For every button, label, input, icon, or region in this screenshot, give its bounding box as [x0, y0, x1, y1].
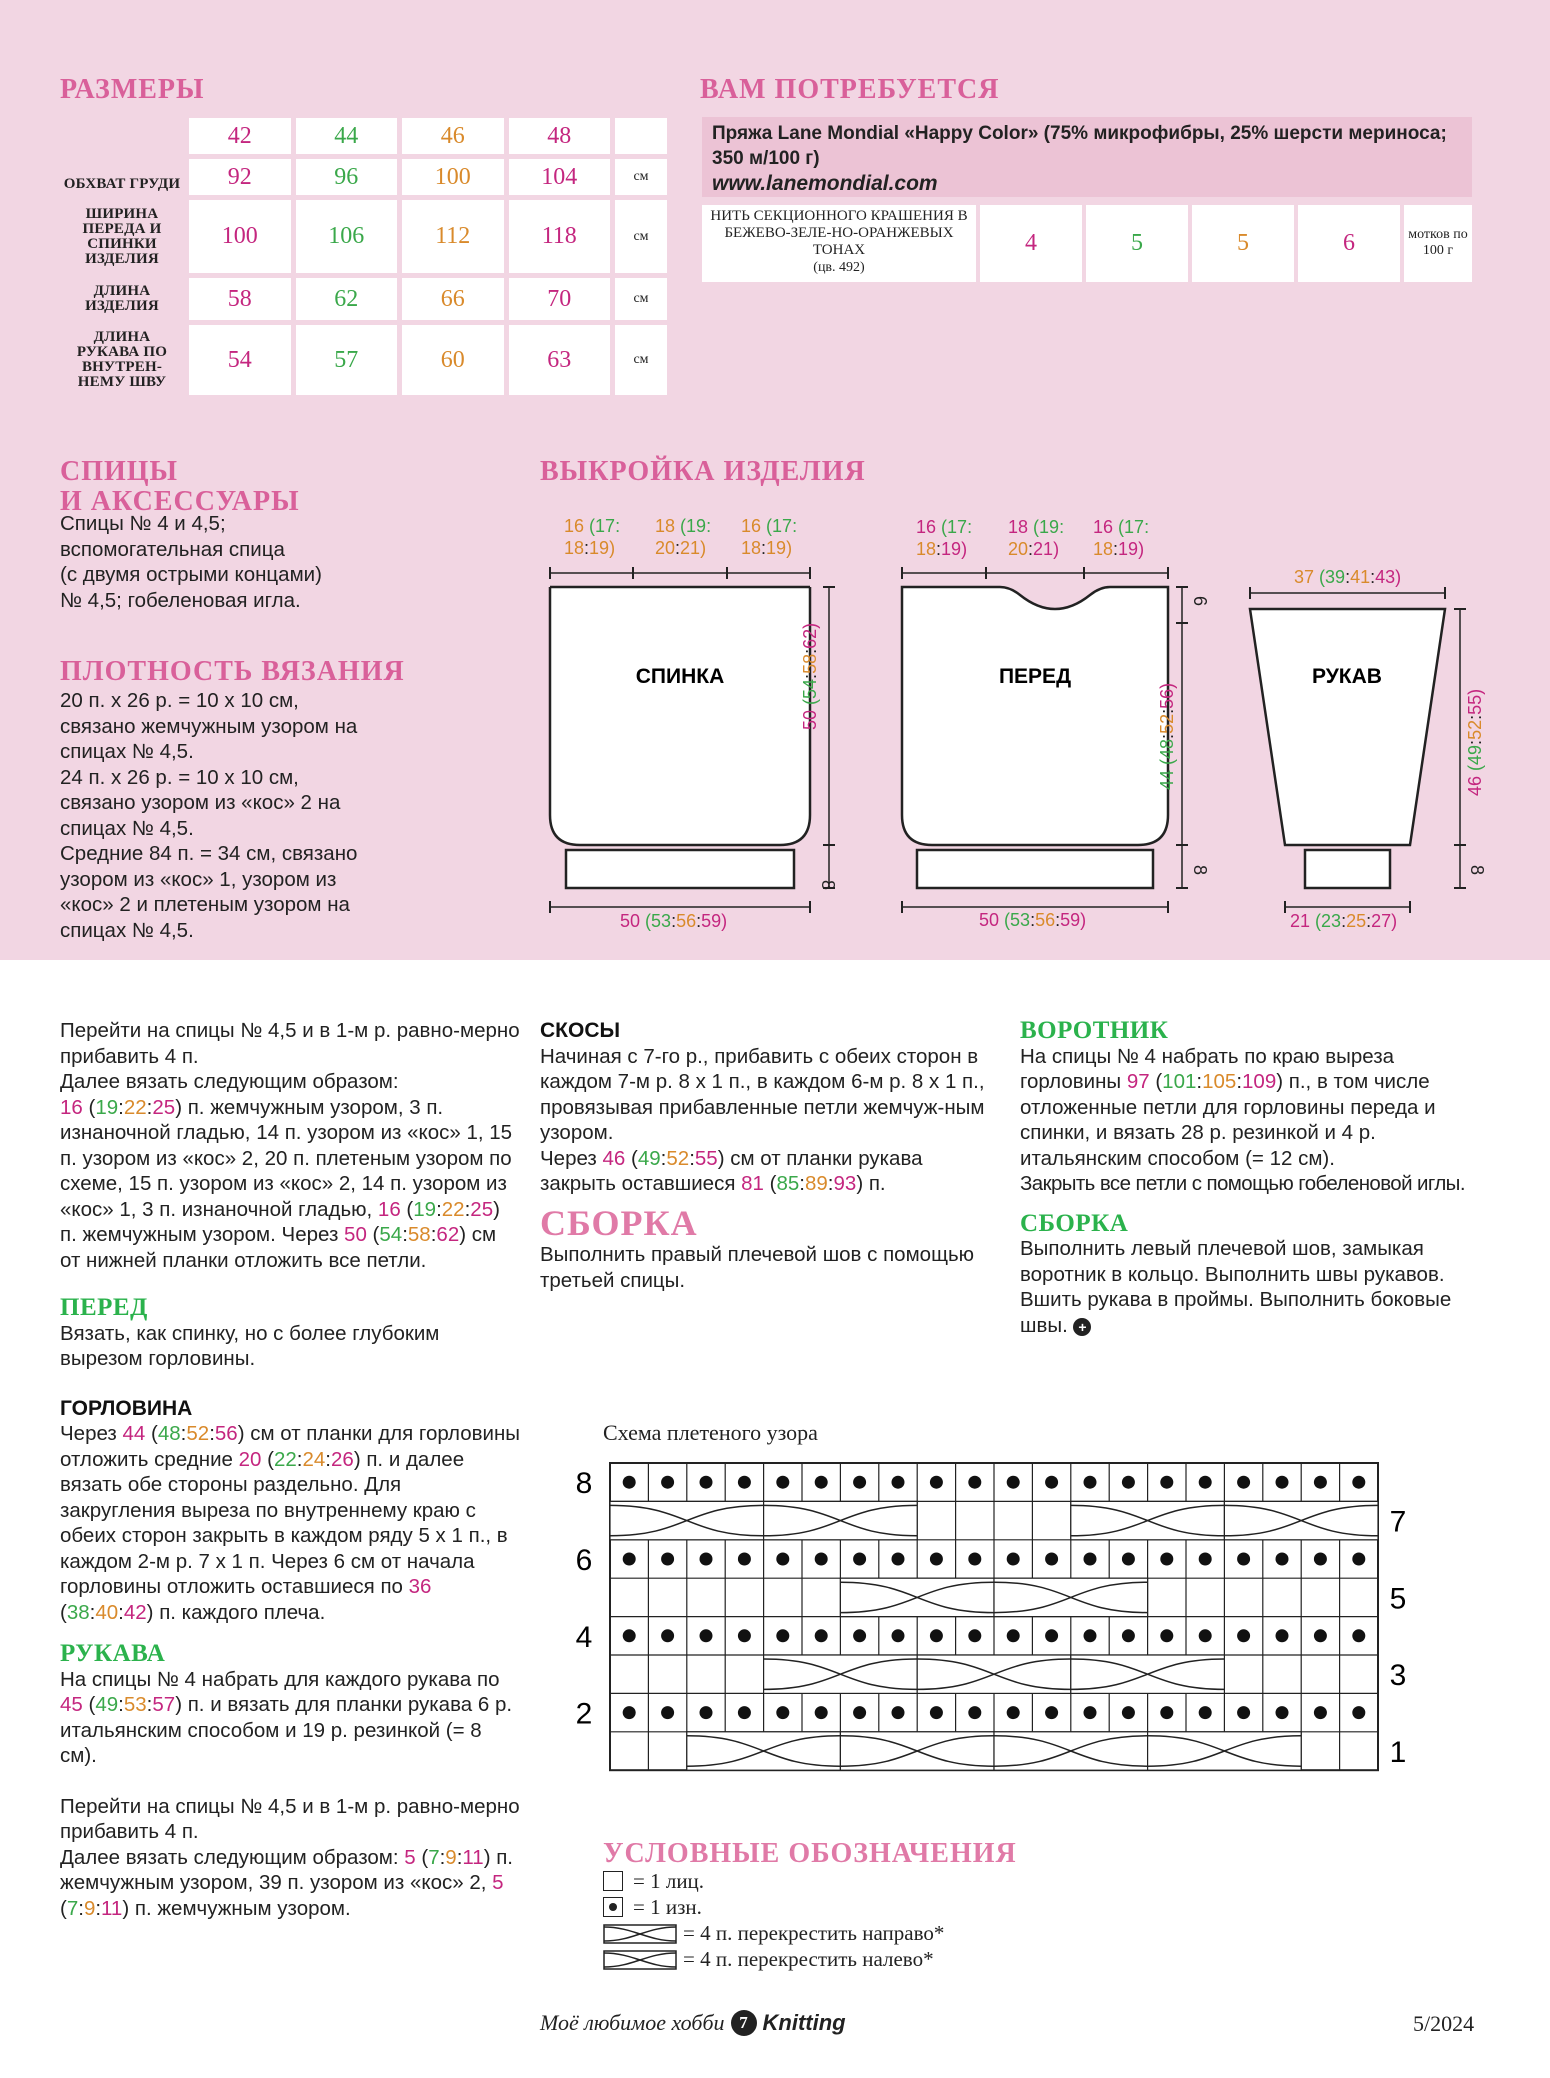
purl-stitch-dot — [1352, 1553, 1365, 1566]
size-cell: 70 — [509, 278, 611, 320]
front-label: ПЕРЕД — [998, 665, 1072, 688]
purl-stitch-dot — [623, 1706, 636, 1719]
paragraph: Закрыть все петли с помощью гобеленовой иглы. — [1020, 1172, 1465, 1195]
issue-number: 5/2024 — [1413, 2011, 1475, 2036]
paragraph: Через 44 (48:52:56) см от планки для горловины отложить средние 20 (22:24:26) п. и далее вязать обе стороны раздельно. Для закругления выреза по внутреннему краю с обеих сторон закрыть в каждом ряду 5 х 1 п., в каждом 2-м р. 7 х 1 п. Через 6 см от начала горловины отложить оставшиеся по 36 (38:40:42) п. каждого плеча. — [60, 1422, 521, 1624]
column-3 — [1020, 1018, 1495, 1338]
row-number: 4 — [575, 1620, 593, 1654]
dim-back-height: 50 (54:58:62) — [800, 622, 820, 730]
purl-stitch-dot — [1007, 1553, 1020, 1566]
purl-stitch-dot — [1122, 1706, 1135, 1719]
purl-stitch-dot — [661, 1629, 674, 1642]
dim-top-b: 18 (19: 20:21) — [655, 516, 712, 558]
size-cell: 106 — [296, 200, 398, 273]
sleeve-shape — [1250, 609, 1445, 845]
magazine-section: Knitting — [762, 2010, 846, 2035]
purl-stitch-dot — [623, 1553, 636, 1566]
text-line: спицах № 4,5. — [60, 918, 194, 942]
purl-stitch-dot — [1122, 1629, 1135, 1642]
dim-sleeve-width: 21 (23:25:27) — [1290, 911, 1398, 931]
sizes-row-label: ДЛИНА РУКАВА ПО ВНУТРЕН-НЕМУ ШВУ — [60, 325, 184, 395]
size-header: 48 — [509, 118, 611, 154]
yarn-url[interactable]: www.lanemondial.com — [712, 172, 938, 195]
purl-stitch-dot — [1276, 1706, 1289, 1719]
yarn-color-label: НИТЬ СЕКЦИОННОГО КРАШЕНИЯ В БЕЖЕВО-ЗЕЛЕ-НО-ОРАНЖЕВЫХ ТОНАХ — [710, 208, 968, 258]
size-unit: см — [615, 278, 667, 320]
purl-stitch-dot — [776, 1706, 789, 1719]
purl-stitch-dot — [1122, 1553, 1135, 1566]
purl-stitch-dot — [1122, 1476, 1135, 1489]
purl-stitch-dot — [853, 1706, 866, 1719]
paragraph: Далее вязать следующим образом: 5 (7:9:11) п. жемчужным узором, 39 п. узором из «кос» 2, 5 (7:9:11) п. жемчужным узором. — [60, 1845, 514, 1920]
dim-top-a3: 16 (17: 18:19) — [916, 517, 973, 559]
yarn-description: Пряжа Lane Mondial «Happy Color» (75% микрофибры, 25% шерсти мериноса; 350 м/100 г) — [712, 123, 1447, 169]
purl-stitch-dot — [892, 1553, 905, 1566]
purl-stitch-dot — [1084, 1476, 1097, 1489]
qty-cell: 5 — [1086, 205, 1188, 282]
paragraph: На спицы № 4 набрать по краю выреза горловины 97 (101:105:109) п., в том числе отложенные петли для горловины переда и спинки, и вязать 28 р. резинкой и 4 р. итальянским способом (= 12 см). — [1020, 1044, 1436, 1170]
collar-title: ВОРОТНИК — [1020, 1017, 1169, 1044]
text-line: связано узором из «кос» 2 на — [60, 791, 341, 814]
size-unit: см — [615, 325, 667, 395]
purl-stitch-dot — [623, 1476, 636, 1489]
purl-stitch-dot — [1045, 1629, 1058, 1642]
paragraph: 16 (19:22:25) п. жемчужным узором, 3 п. изнаночной гладью, 14 п. узором из «кос» 1, 15 п. узором из «кос» 2, 20 п. плетеным узором по схеме, 15 п. узором из «кос» 2, 14 п. узором из «кос» 1, 3 п. изнаночной гладью, 16 (19:22:25) п. жемчужным узором. Через 50 (54:58:62) см от нижней планки отложить все петли. — [60, 1095, 513, 1272]
front-title: ПЕРЕД — [60, 1294, 148, 1321]
purl-stitch-dot — [1084, 1553, 1097, 1566]
purl-stitch-dot — [930, 1706, 943, 1719]
sizes-row-label: ДЛИНА ИЗДЕЛИЯ — [60, 278, 184, 320]
legend-label: = 1 изн. — [633, 1895, 702, 1919]
purl-stitch-dot — [1237, 1553, 1250, 1566]
sizes-table — [55, 113, 672, 400]
paragraph: Начиная с 7-го р., прибавить с обеих сторон в каждом 7-м р. 8 х 1 п., в каждом 6-м р. 8 х 1 п., провязывая прибавленные петли жемчуж-ным узором. — [540, 1044, 985, 1144]
purl-stitch-dot — [1314, 1553, 1327, 1566]
legend-title: УСЛОВНЫЕ ОБОЗНАЧЕНИЯ — [603, 1838, 1017, 1869]
purl-stitch-dot — [968, 1553, 981, 1566]
row-number: 8 — [575, 1467, 593, 1501]
purl-stitch-dot — [700, 1553, 713, 1566]
purl-stitch-dot — [1314, 1476, 1327, 1489]
materials-title: ВАМ ПОТРЕБУЕТСЯ — [700, 74, 1000, 105]
yarn-box — [702, 117, 1472, 197]
needles-title-2: И АКСЕССУАРЫ — [60, 486, 300, 517]
size-cell: 104 — [509, 159, 611, 195]
size-header: 42 — [189, 118, 291, 154]
assembly-title-2: СБОРКА — [1020, 1209, 1129, 1237]
sizes-title: РАЗМЕРЫ — [60, 74, 205, 105]
purl-stitch-dot — [1314, 1706, 1327, 1719]
sleeve-label: РУКАВ — [1312, 665, 1382, 688]
text-line: «кос» 2 и плетеным узором на — [60, 893, 350, 916]
size-cell: 112 — [402, 200, 504, 273]
neck-title: ГОРЛОВИНА — [60, 1396, 193, 1420]
cross-right-icon — [603, 1924, 677, 1944]
purl-stitch-icon — [603, 1897, 623, 1917]
purl-stitch-dot — [1007, 1476, 1020, 1489]
purl-stitch-dot — [1160, 1476, 1173, 1489]
paragraph: Выполнить правый плечевой шов с помощью третьей спицы. — [540, 1243, 975, 1292]
size-cell: 54 — [189, 325, 291, 395]
knit-stitch-icon — [603, 1871, 623, 1891]
text-line: 20 п. х 26 р. = 10 х 10 см, — [60, 689, 299, 712]
size-cell: 58 — [189, 278, 291, 320]
text-line: вспомогательная спица — [60, 537, 285, 561]
purl-stitch-dot — [1199, 1553, 1212, 1566]
yarn-color-cell — [702, 205, 976, 282]
purl-stitch-dot — [776, 1476, 789, 1489]
size-cell: 100 — [189, 200, 291, 273]
sleeves-title: РУКАВА — [60, 1640, 166, 1667]
purl-stitch-dot — [1045, 1706, 1058, 1719]
column-2 — [540, 1018, 1000, 1293]
purl-stitch-dot — [815, 1706, 828, 1719]
paragraph — [1020, 1236, 1495, 1338]
needles-title-1: СПИЦЫ — [60, 456, 179, 487]
purl-stitch-dot — [1352, 1476, 1365, 1489]
yarn-color-code: (цв. 492) — [813, 260, 865, 275]
size-cell: 60 — [402, 325, 504, 395]
paragraph: Через 46 (49:52:55) см от планки рукава закрыть оставшиеся 81 (85:89:93) п. — [540, 1146, 923, 1195]
purl-stitch-dot — [738, 1629, 751, 1642]
purl-stitch-dot — [1084, 1706, 1097, 1719]
legend-label: = 4 п. перекрестить направо* — [683, 1921, 945, 1945]
purl-stitch-dot — [853, 1629, 866, 1642]
purl-stitch-dot — [815, 1629, 828, 1642]
purl-stitch-dot — [930, 1553, 943, 1566]
purl-stitch-dot — [700, 1629, 713, 1642]
gauge-title: ПЛОТНОСТЬ ВЯЗАНИЯ — [60, 656, 405, 687]
text-line: 24 п. х 26 р. = 10 х 10 см, — [60, 765, 299, 789]
size-cell: 66 — [402, 278, 504, 320]
row-number: 6 — [575, 1544, 593, 1577]
paragraph: Вязать, как спинку, но с более глубоким вырезом горловины. — [60, 1321, 440, 1370]
back-band — [566, 850, 794, 888]
purl-stitch-dot — [892, 1476, 905, 1489]
row-number: 3 — [1389, 1659, 1407, 1693]
knitting-chart — [575, 1455, 1425, 1775]
magazine-logo-icon: 7 — [731, 2010, 757, 2036]
dim-band-front: 8 — [1190, 865, 1210, 876]
legend — [603, 1868, 944, 1972]
purl-stitch-dot — [853, 1476, 866, 1489]
sizes-row-label: ОБХВАТ ГРУДИ — [60, 118, 184, 195]
dim-top-a: 16 (17: 18:19) — [564, 516, 621, 558]
dim-front-width: 50 (53:56:59) — [979, 910, 1087, 930]
purl-stitch-dot — [1199, 1476, 1212, 1489]
text-line: Средние 84 п. = 34 см, связано — [60, 842, 358, 865]
purl-stitch-dot — [1084, 1629, 1097, 1642]
purl-stitch-dot — [1007, 1629, 1020, 1642]
size-cell: 100 — [402, 159, 504, 195]
cross-left-icon — [603, 1950, 677, 1970]
purl-stitch-dot — [968, 1476, 981, 1489]
size-cell: 118 — [509, 200, 611, 273]
row-number: 2 — [575, 1697, 593, 1731]
front-shape — [902, 587, 1168, 845]
purl-stitch-dot — [853, 1553, 866, 1566]
purl-stitch-dot — [892, 1706, 905, 1719]
needles-text — [60, 511, 500, 613]
paragraph: Далее вязать следующим образом: — [60, 1070, 399, 1093]
text-line: Спицы № 4 и 4,5; — [60, 512, 226, 535]
size-cell: 63 — [509, 325, 611, 395]
qty-unit: мотков по 100 г — [1404, 205, 1472, 282]
assembly-text: Выполнить левый плечевой шов, замыкая воротник в кольцо. Выполнить швы рукавов. Вшить рукава в проймы. Выполнить боковые швы. — [1020, 1237, 1452, 1337]
dim-sleeve-height: 46 (49:52:55) — [1465, 688, 1485, 796]
end-mark-icon: + — [1073, 1318, 1091, 1336]
size-header: 46 — [402, 118, 504, 154]
front-band — [917, 850, 1153, 888]
legend-item — [603, 1946, 944, 1972]
back-shape — [550, 587, 810, 845]
text-line: № 4,5; гобеленовая игла. — [60, 588, 301, 612]
row-number: 1 — [1389, 1736, 1407, 1769]
purl-stitch-dot — [661, 1476, 674, 1489]
text-line: узором из «кос» 1, узором из — [60, 867, 337, 891]
size-header: 44 — [296, 118, 398, 154]
purl-stitch-dot — [738, 1476, 751, 1489]
row-number: 7 — [1389, 1505, 1407, 1539]
text-line: (с двумя острыми концами) — [60, 563, 322, 586]
size-unit: см — [615, 159, 667, 195]
size-cell: 96 — [296, 159, 398, 195]
purl-stitch-dot — [776, 1553, 789, 1566]
size-cell: 57 — [296, 325, 398, 395]
purl-stitch-dot — [1276, 1553, 1289, 1566]
dim-back-width: 50 (53:56:59) — [620, 911, 728, 931]
text-line: спицах № 4,5. — [60, 816, 194, 840]
legend-label: = 4 п. перекрестить налево* — [683, 1947, 934, 1971]
bevel-title: СКОСЫ — [540, 1019, 621, 1042]
text-line: спицах № 4,5. — [60, 740, 194, 763]
dim-top-a4: 16 (17: 18:19) — [1093, 517, 1150, 559]
purl-stitch-dot — [1276, 1629, 1289, 1642]
pattern-title: ВЫКРОЙКА ИЗДЕЛИЯ — [540, 456, 866, 487]
legend-item — [603, 1868, 944, 1894]
purl-stitch-dot — [892, 1629, 905, 1642]
qty-cell: 6 — [1298, 205, 1400, 282]
purl-stitch-dot — [1314, 1629, 1327, 1642]
purl-stitch-dot — [700, 1476, 713, 1489]
needles-title — [60, 457, 300, 517]
purl-stitch-dot — [1237, 1629, 1250, 1642]
sizes-row-label: ШИРИНА ПЕРЕДА И СПИНКИ ИЗДЕЛИЯ — [60, 200, 184, 273]
purl-stitch-dot — [700, 1706, 713, 1719]
text-line: связано жемчужным узором на — [60, 714, 358, 738]
paragraph: Перейти на спицы № 4,5 и в 1-м р. равно-мерно прибавить 4 п. — [60, 1019, 520, 1068]
paragraph: Перейти на спицы № 4,5 и в 1-м р. равно-мерно прибавить 4 п. — [60, 1794, 520, 1843]
purl-stitch-dot — [776, 1629, 789, 1642]
dim-top-b2: 18 (19: 20:21) — [1008, 517, 1065, 559]
purl-stitch-dot — [1199, 1706, 1212, 1719]
size-cell: 92 — [189, 159, 291, 195]
dim-top-a2: 16 (17: 18:19) — [741, 516, 798, 558]
magazine-name: Моё любимое хобби — [540, 2010, 725, 2035]
qty-cell: 5 — [1192, 205, 1294, 282]
legend-item — [603, 1920, 944, 1946]
purl-stitch-dot — [1352, 1629, 1365, 1642]
legend-item — [603, 1894, 944, 1920]
purl-stitch-dot — [623, 1629, 636, 1642]
purl-stitch-dot — [1045, 1553, 1058, 1566]
purl-stitch-dot — [1160, 1629, 1173, 1642]
size-cell: 62 — [296, 278, 398, 320]
qty-cell: 4 — [980, 205, 1082, 282]
dim-band-back: 8 — [818, 880, 838, 891]
purl-stitch-dot — [1237, 1476, 1250, 1489]
purl-stitch-dot — [1276, 1476, 1289, 1489]
footer-brand — [540, 2010, 846, 2036]
legend-label: = 1 лиц. — [633, 1869, 705, 1893]
column-1 — [60, 1018, 522, 1921]
purl-stitch-dot — [1237, 1706, 1250, 1719]
assembly-title-1: СБОРКА — [540, 1202, 698, 1243]
purl-stitch-dot — [661, 1553, 674, 1566]
chart-title: Схема плетеного узора — [603, 1420, 818, 1445]
size-unit: см — [615, 200, 667, 273]
purl-stitch-dot — [661, 1706, 674, 1719]
purl-stitch-dot — [1160, 1706, 1173, 1719]
dim-band-sleeve: 8 — [1467, 865, 1487, 876]
purl-stitch-dot — [930, 1476, 943, 1489]
purl-stitch-dot — [1007, 1706, 1020, 1719]
purl-stitch-dot — [968, 1706, 981, 1719]
purl-stitch-dot — [930, 1629, 943, 1642]
purl-stitch-dot — [1352, 1706, 1365, 1719]
back-label: СПИНКА — [635, 665, 725, 688]
sleeve-band — [1305, 850, 1390, 888]
purl-stitch-dot — [1160, 1553, 1173, 1566]
gauge-text — [60, 688, 500, 943]
purl-stitch-dot — [1045, 1476, 1058, 1489]
purl-stitch-dot — [815, 1553, 828, 1566]
purl-stitch-dot — [815, 1476, 828, 1489]
purl-stitch-dot — [738, 1553, 751, 1566]
row-number: 5 — [1389, 1582, 1407, 1616]
dim-neck-depth: 6 — [1190, 596, 1210, 607]
paragraph: На спицы № 4 набрать для каждого рукава по 45 (49:53:57) п. и вязать для планки рукава 6 р. итальянским способом и 19 р. резинкой (= 8 см). — [60, 1667, 513, 1767]
purl-stitch-dot — [738, 1706, 751, 1719]
dim-sleeve-top: 37 (39:41:43) — [1294, 567, 1402, 587]
dim-front-height: 44 (48:52:56) — [1157, 682, 1177, 790]
purl-stitch-dot — [1199, 1629, 1212, 1642]
purl-stitch-dot — [968, 1629, 981, 1642]
